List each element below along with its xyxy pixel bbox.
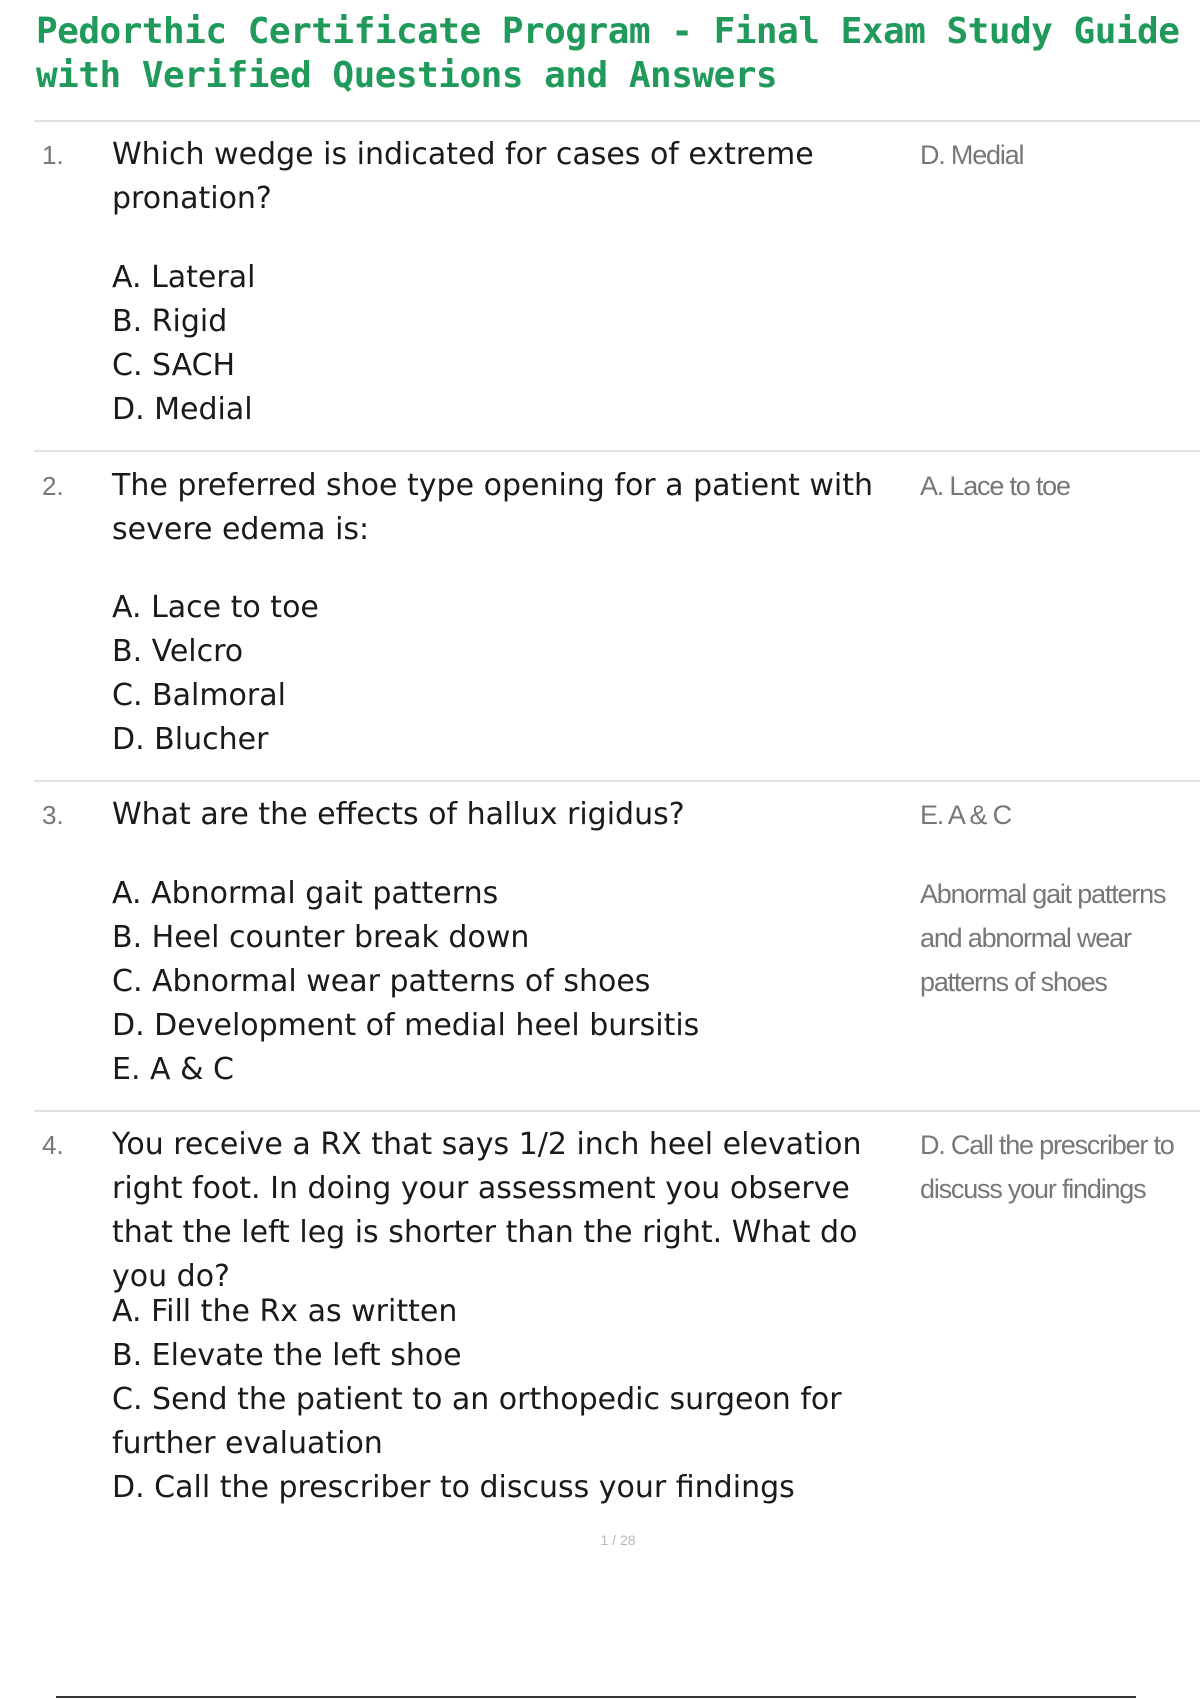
question-2-answer: A. Lace to toe bbox=[920, 471, 1070, 501]
option: D. Blucher bbox=[112, 722, 269, 757]
footer-rule bbox=[56, 1696, 1136, 1698]
document-title: Pedorthic Certificate Program - Final Exam Study Guide with Verified Questions and Answers bbox=[36, 11, 1180, 96]
option: C. Send the patient to an orthopedic surgeon for further evaluation bbox=[112, 1382, 842, 1461]
option: C. Balmoral bbox=[112, 678, 286, 713]
option: C. SACH bbox=[112, 348, 236, 383]
option: B. Heel counter break down bbox=[112, 920, 530, 955]
question-3-answer: E. A & C bbox=[920, 800, 1011, 830]
divider bbox=[34, 450, 1200, 452]
divider bbox=[34, 780, 1200, 782]
option: A. Lateral bbox=[112, 260, 256, 295]
option: D. Medial bbox=[112, 392, 253, 427]
question-4-options bbox=[112, 1290, 912, 1510]
question-4-text: You receive a RX that says 1/2 inch heel elevation right foot. In doing your assessment you observe that the left leg is shorter than the right. What do you do? bbox=[112, 1127, 862, 1294]
question-1-answer: D. Medial bbox=[920, 140, 1024, 170]
question-2-options bbox=[112, 586, 912, 762]
option: A. Fill the Rx as written bbox=[112, 1294, 458, 1329]
question-1-number: 1. bbox=[42, 140, 64, 170]
question-3-text: What are the effects of hallux rigidus? bbox=[112, 797, 685, 832]
option: A. Lace to toe bbox=[112, 590, 319, 625]
option: C. Abnormal wear patterns of shoes bbox=[112, 964, 651, 999]
option: B. Rigid bbox=[112, 304, 228, 339]
divider bbox=[34, 1110, 1200, 1112]
question-3-options bbox=[112, 872, 912, 1092]
option: E. A & C bbox=[112, 1052, 234, 1087]
question-4-answer: D. Call the prescriber to discuss your findings bbox=[920, 1130, 1174, 1204]
option: D. Call the prescriber to discuss your findings bbox=[112, 1470, 795, 1505]
question-3-number: 3. bbox=[42, 800, 64, 830]
question-2-text: The preferred shoe type opening for a patient with severe edema is: bbox=[112, 468, 874, 547]
option: B. Elevate the left shoe bbox=[112, 1338, 462, 1373]
question-2-number: 2. bbox=[42, 471, 64, 501]
question-1-options bbox=[112, 256, 912, 432]
option: D. Development of medial heel bursitis bbox=[112, 1008, 700, 1043]
option: A. Abnormal gait patterns bbox=[112, 876, 499, 911]
divider bbox=[34, 120, 1200, 122]
question-1-text: Which wedge is indicated for cases of extreme pronation? bbox=[112, 137, 814, 216]
question-4-number: 4. bbox=[42, 1130, 64, 1160]
question-3-explanation: Abnormal gait patterns and abnormal wear patterns of shoes bbox=[920, 879, 1166, 997]
option: B. Velcro bbox=[112, 634, 244, 669]
page-number: 1 / 28 bbox=[600, 1532, 636, 1548]
